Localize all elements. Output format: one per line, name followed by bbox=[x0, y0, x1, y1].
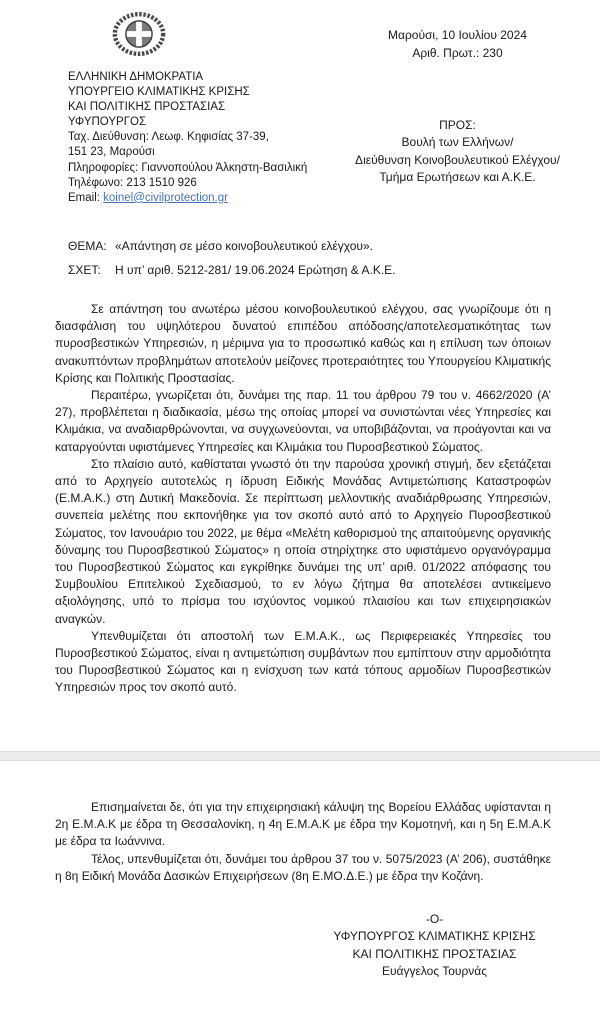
subject-text: «Απάντηση σε μέσο κοινοβουλευτικού ελέγχου». bbox=[115, 239, 373, 253]
subject-reference-block bbox=[68, 239, 558, 286]
body-paragraph: Στο πλαίσιο αυτό, καθίσταται γνωστό ότι την παρούσα χρονική στιγμή, δεν εξετάζεται από το Αρχηγείο αυτοτελώς η ίδρυση Ειδικής Μονάδας Αντιμετώπισης Καταστροφών (Ε.Μ.Α.Κ.) στη Δυτική Μακεδονία. Σε περίπτωση μελλοντικής αναδιάρθρωσης Υπηρεσιών, συνεπεία μελέτης που εκπονήθηκε για τον σκοπό αυτό από το Αρχηγείο Πυροσβεστικού Σώματος, τον Ιανουάριο του 2022, με θέμα «Μελέτη καθορισμού της απαιτούμενης οργανικής δύναμης του Πυροσβεστικού Σώματος» η οποία στηρίχτηκε στο υφιστάμενο οργανόγραμμα του Πυροσβεστικού Σώματος και εγκρίθηκε δυνάμει της υπ’ αριθ. 01/2022 απόφασης του Συμβουλίου Επιτελικού Σχεδιασμού, το εν λόγω ζήτημα θα αποτελέσει αντικείμενο αξιολόγησης, υπό το πρίσμα του ισχύοντος νομικού πλαισίου και των επιχειρησιακών αναγκών. bbox=[55, 456, 551, 626]
reference-row bbox=[68, 263, 558, 278]
email-label: Email: bbox=[68, 191, 104, 204]
body-paragraph: Περαιτέρω, γνωρίζεται ότι, δυνάμει της παρ. 11 του άρθρου 79 του ν. 4662/2020 (Α’ 27), προβλέπεται η διαδικασία, μέσω της οποίας μπορεί να συνιστώνται νέες Υπηρεσίες και Κλιμάκια, να αναδιαρθρώνονται, να συγχωνεύονται, να υποβιβάζονται, να προάγονται και να καταργούνται υφιστάμενες Υπηρεσίες και Κλιμάκια του Πυροσβεστικού Σώματος. bbox=[55, 388, 551, 454]
sender-address-line2: 151 23, Μαρούσι bbox=[68, 146, 155, 159]
signature-name: Ευάγγελος Τουρνάς bbox=[381, 964, 488, 979]
body-paragraph: Υπενθυμίζεται ότι αποστολή των Ε.Μ.Α.Κ., ως Περιφερειακές Υπηρεσίες του Πυροσβεστικού Σώματος, είναι η αντιμετώπιση συμβάντων που εμπίπτουν στην αρμοδιότητα του Πυροσβεστικού Σώματος και η ενίσχυση των κατά τόπους αρμοδίων Πυροσβεστικών Υπηρεσιών προς τον σκοπό αυτό. bbox=[55, 628, 551, 695]
signature-block bbox=[307, 911, 562, 981]
recipient-label: ΠΡΟΣ: bbox=[439, 118, 476, 132]
greek-national-emblem-icon bbox=[110, 8, 168, 60]
body-paragraph: Σε απάντηση του ανωτέρω μέσου κοινοβουλευτικού ελέγχου, σας γνωρίζουμε ότι η διασφάλιση του υψηλότερου δυνατού επιπέδου απόδοσης/αποτελεσματικότητας των πυροσβεστικών Υπηρεσιών, η μέριμνα για το προσωπικό καθώς και η επίλυση των όποιων ανακυπτόντων προβλημάτων αποτελούν μείζονες προτεραιότητες του Υπουργείου Κλιματικής Κρίσης και Πολιτικής Προστασίας. bbox=[55, 302, 551, 385]
body-paragraph: Τέλος, υπενθυμίζεται ότι, δυνάμει του άρθρου 37 του ν. 5075/2023 (Α’ 206), συστάθηκε η 8η Ειδική Μονάδα Δασικών Επιχειρήσεων (8η Ε.ΜΟ.Δ.Ε.) με έδρα την Κοζάνη. bbox=[55, 851, 551, 883]
reference-label: ΣΧΕΤ: bbox=[68, 262, 101, 277]
signature-title-line1: ΥΦΥΠΟΥΡΓΟΣ ΚΛΙΜΑΤΙΚΗΣ ΚΡΙΣΗΣ bbox=[333, 929, 536, 944]
page-break-separator bbox=[0, 751, 600, 761]
email-link[interactable]: koinel@civilprotection.gr bbox=[103, 191, 228, 204]
sender-address-line1: Ταχ. Διεύθυνση: Λεωφ. Κηφισίας 37-39, bbox=[68, 131, 269, 144]
sender-contact-person: Πληροφορίες: Γιαννοπούλου Άλκηστη-Βασιλική bbox=[68, 161, 308, 174]
recipient-line3: Τμήμα Ερωτήσεων και Α.Κ.Ε. bbox=[379, 170, 536, 185]
signature-dash: -Ο- bbox=[425, 912, 444, 926]
sender-email-row bbox=[68, 191, 358, 206]
recipient-block bbox=[335, 117, 580, 187]
recipient-line1: Βουλή των Ελλήνων/ bbox=[401, 135, 514, 150]
letter-body-page2 bbox=[55, 799, 551, 885]
letter-body-page1 bbox=[55, 301, 551, 697]
sender-phone: Τηλέφωνο: 213 1510 926 bbox=[68, 176, 197, 189]
sender-ministry-line2: ΚΑΙ ΠΟΛΙΤΙΚΗΣ ΠΡΟΣΤΑΣΙΑΣ bbox=[68, 101, 226, 114]
protocol-number: Αριθ. Πρωτ.: 230 bbox=[412, 45, 503, 60]
sender-office: ΥΦΥΠΟΥΡΓΟΣ bbox=[68, 116, 147, 129]
subject-label: ΘΕΜΑ: bbox=[68, 239, 107, 253]
date-protocol-block bbox=[335, 27, 580, 62]
recipient-line2: Διεύθυνση Κοινοβουλευτικού Ελέγχου/ bbox=[355, 152, 560, 167]
date-line: Μαρούσι, 10 Ιουλίου 2024 bbox=[388, 28, 527, 42]
sender-country: ΕΛΛΗΝΙΚΗ ΔΗΜΟΚΡΑΤΙΑ bbox=[68, 71, 204, 83]
signature-title-line2: ΚΑΙ ΠΟΛΙΤΙΚΗΣ ΠΡΟΣΤΑΣΙΑΣ bbox=[352, 946, 517, 961]
sender-ministry-line1: ΥΠΟΥΡΓΕΙΟ ΚΛΙΜΑΤΙΚΗΣ ΚΡΙΣΗΣ bbox=[68, 86, 250, 99]
subject-row bbox=[68, 239, 558, 254]
body-paragraph: Επισημαίνεται δε, ότι για την επιχειρησιακή κάλυψη της Βορείου Ελλάδας υφίστανται η 2η Ε.Μ.Α.Κ με έδρα τη Θεσσαλονίκη, η 4η Ε.Μ.Α.Κ με έδρα την Κομοτηνή, και η 5η Ε.Μ.Α.Κ με έδρα τα Ιωάννινα. bbox=[55, 800, 551, 849]
reference-text: Η υπ’ αριθ. 5212-281/ 19.06.2024 Ερώτηση & Α.Κ.Ε. bbox=[115, 262, 396, 277]
sender-block bbox=[68, 70, 358, 206]
